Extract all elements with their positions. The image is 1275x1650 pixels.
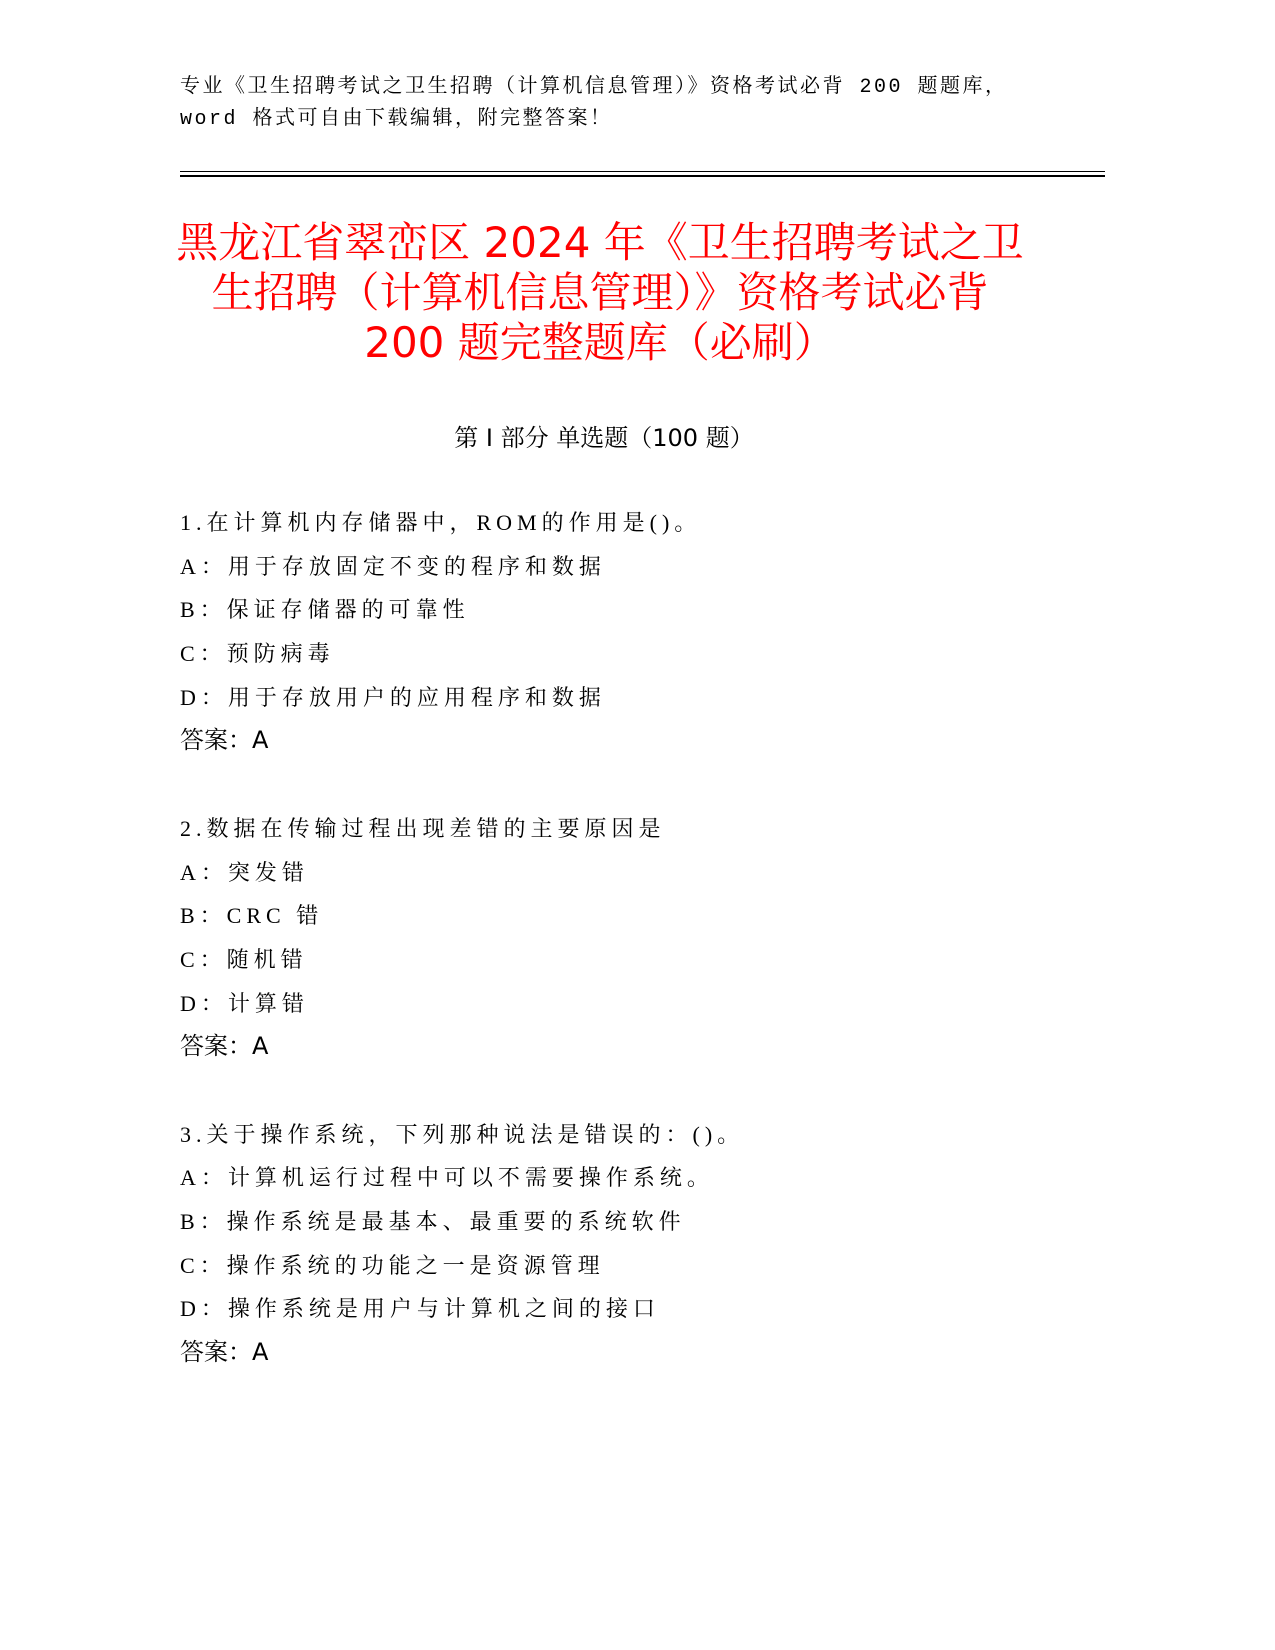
question-list [180,501,1120,1418]
option-a: A：突发错 [180,859,309,885]
question-stem: 3.关于操作系统，下列那种说法是错误的：()。 [180,1121,745,1147]
option-c: C：操作系统的功能之一是资源管理 [180,1252,605,1278]
answer-line: 答案：A [180,1032,269,1061]
document-title [160,218,1040,368]
answer-line: 答案：A [180,726,269,755]
title-line: 黑龙江省翠峦区 2024 年《卫生招聘考试之卫 [176,218,1024,267]
option-a: A：用于存放固定不变的程序和数据 [180,553,606,579]
option-b: B：保证存储器的可靠性 [180,597,470,623]
title-line: 200 题完整题库（必刷） [364,318,836,367]
page-header [180,72,1120,136]
header-line: word 格式可自由下载编辑，附完整答案！ [180,108,613,131]
title-line: 生招聘（计算机信息管理）》资格考试必背 [211,268,989,317]
header-double-rule [180,171,1105,177]
header-line: 专业《卫生招聘考试之卫生招聘（计算机信息管理）》资格考试必背 200 题题库， [180,76,1008,99]
section-heading: 第 I 部分 单选题（100 题） [454,424,754,452]
option-d: D：操作系统是用户与计算机之间的接口 [180,1296,660,1322]
option-a: A：计算机运行过程中可以不需要操作系统。 [180,1165,714,1191]
option-d: D：用于存放用户的应用程序和数据 [180,684,606,710]
question-item [180,1113,1120,1375]
answer-line: 答案：A [180,1338,269,1367]
option-b: B：CRC 错 [180,903,324,929]
question-stem: 1.在计算机内存储器中，ROM的作用是()。 [180,510,702,535]
option-c: C：预防病毒 [180,641,335,667]
option-b: B：操作系统是最基本、最重要的系统软件 [180,1209,686,1234]
question-item [180,501,1120,763]
question-stem: 2.数据在传输过程出现差错的主要原因是 [180,815,666,841]
option-d: D：计算错 [180,990,309,1016]
question-item [180,807,1120,1069]
option-c: C：随机错 [180,946,308,972]
